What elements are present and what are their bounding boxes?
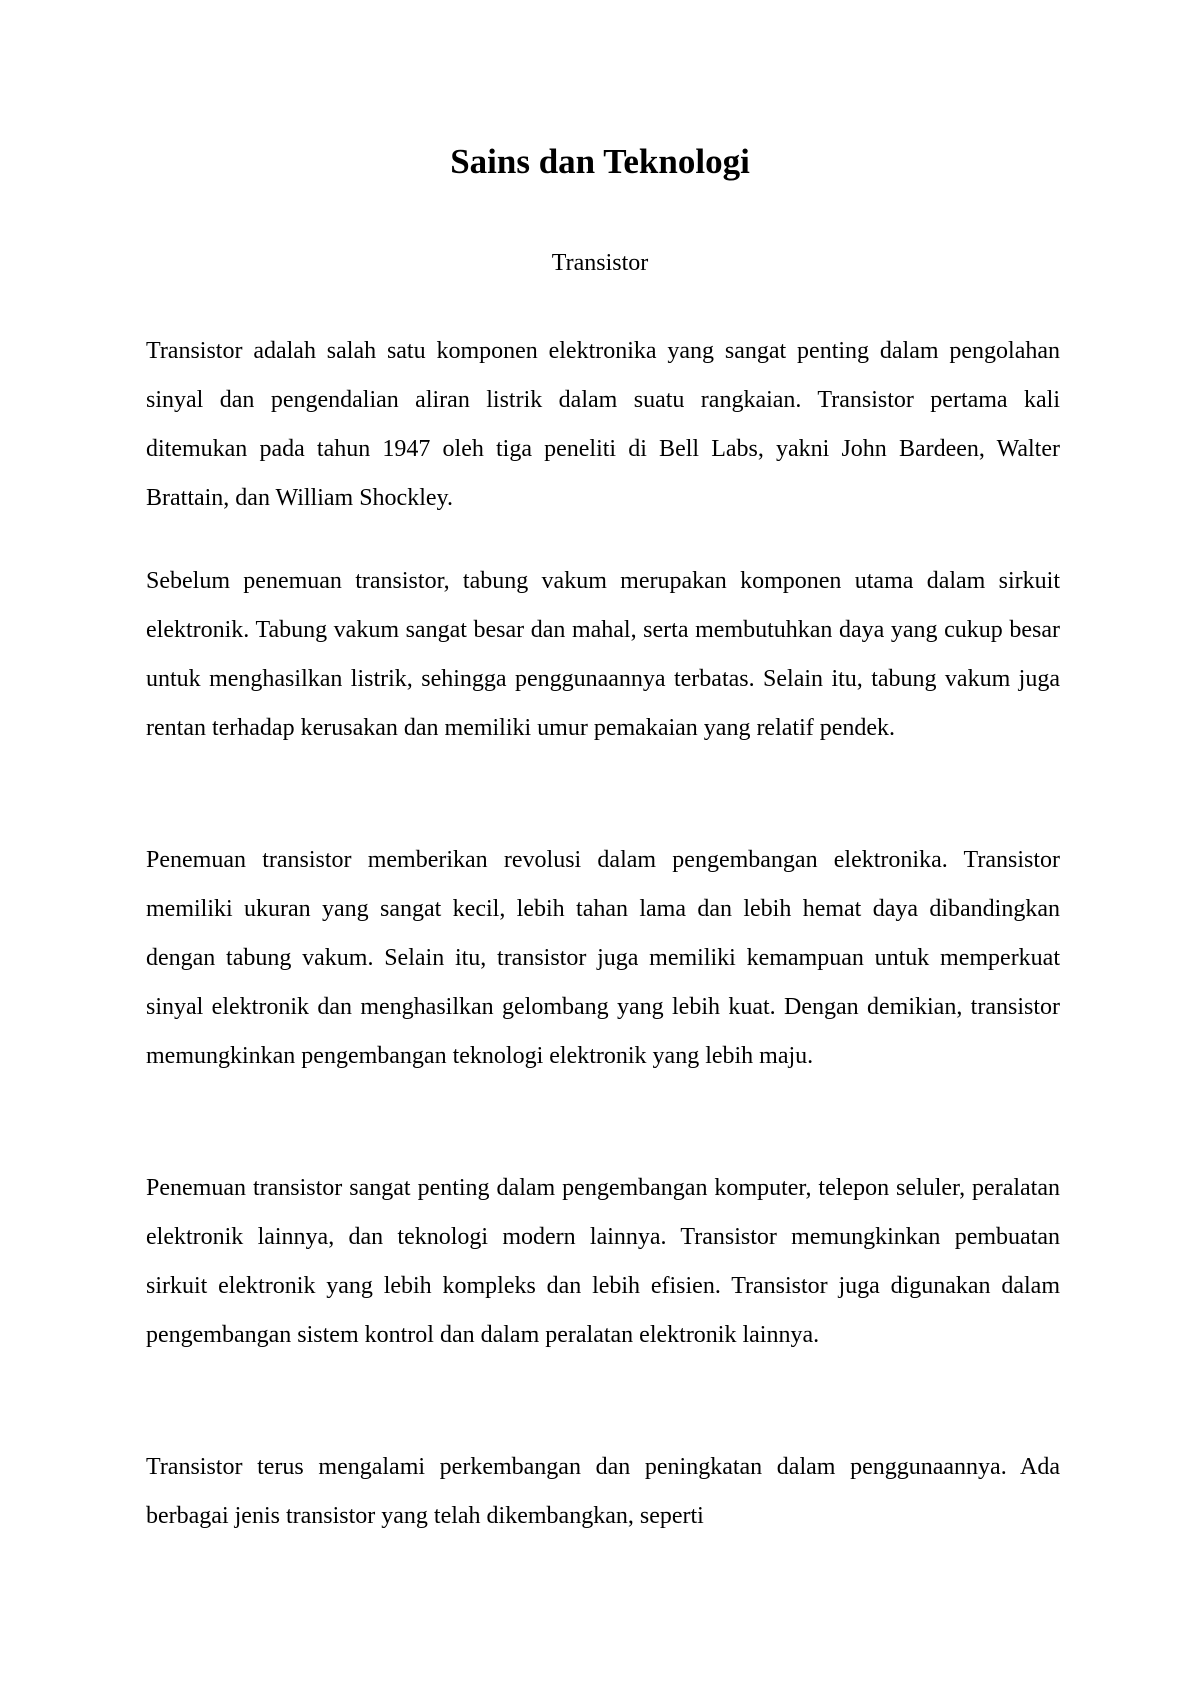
paragraph-5: Transistor terus mengalami perkembangan dan peningkatan dalam penggunaannya. Ada berbagai jenis transistor yang telah dikembangkan, seperti [146, 1454, 1060, 1529]
paragraph-2: Sebelum penemuan transistor, tabung vakum merupakan komponen utama dalam sirkuit elektronik. Tabung vakum sangat besar dan mahal, serta membutuhkan daya yang cukup besar untuk menghasilkan listrik, sehingga penggunaannya terbatas. Selain itu, tabung vakum juga rentan terhadap kerusakan dan memiliki umur pemakaian yang relatif pendek. [146, 568, 1060, 741]
paragraph-3: Penemuan transistor memberikan revolusi dalam pengembangan elektronika. Transistor memiliki ukuran yang sangat kecil, lebih tahan lama dan lebih hemat daya dibandingkan dengan tabung vakum. Selain itu, transistor juga memiliki kemampuan untuk memperkuat sinyal elektronik dan menghasilkan gelombang yang lebih kuat. Dengan demikian, transistor memungkinkan pengembangan teknologi elektronik yang lebih maju. [146, 847, 1060, 1069]
document-title: Sains dan Teknologi [450, 142, 750, 181]
paragraph-4: Penemuan transistor sangat penting dalam pengembangan komputer, telepon seluler, peralatan elektronik lainnya, dan teknologi modern lainnya. Transistor memungkinkan pembuatan sirkuit elektronik yang lebih kompleks dan lebih efisien. Transistor juga digunakan dalam pengembangan sistem kontrol dan dalam peralatan elektronik lainnya. [146, 1175, 1060, 1348]
paragraph-1: Transistor adalah salah satu komponen elektronika yang sangat penting dalam pengolahan sinyal dan pengendalian aliran listrik dalam suatu rangkaian. Transistor pertama kali ditemukan pada tahun 1947 oleh tiga peneliti di Bell Labs, yakni John Bardeen, Walter Brattain, dan William Shockley. [146, 338, 1060, 511]
document-subtitle: Transistor [551, 250, 649, 276]
